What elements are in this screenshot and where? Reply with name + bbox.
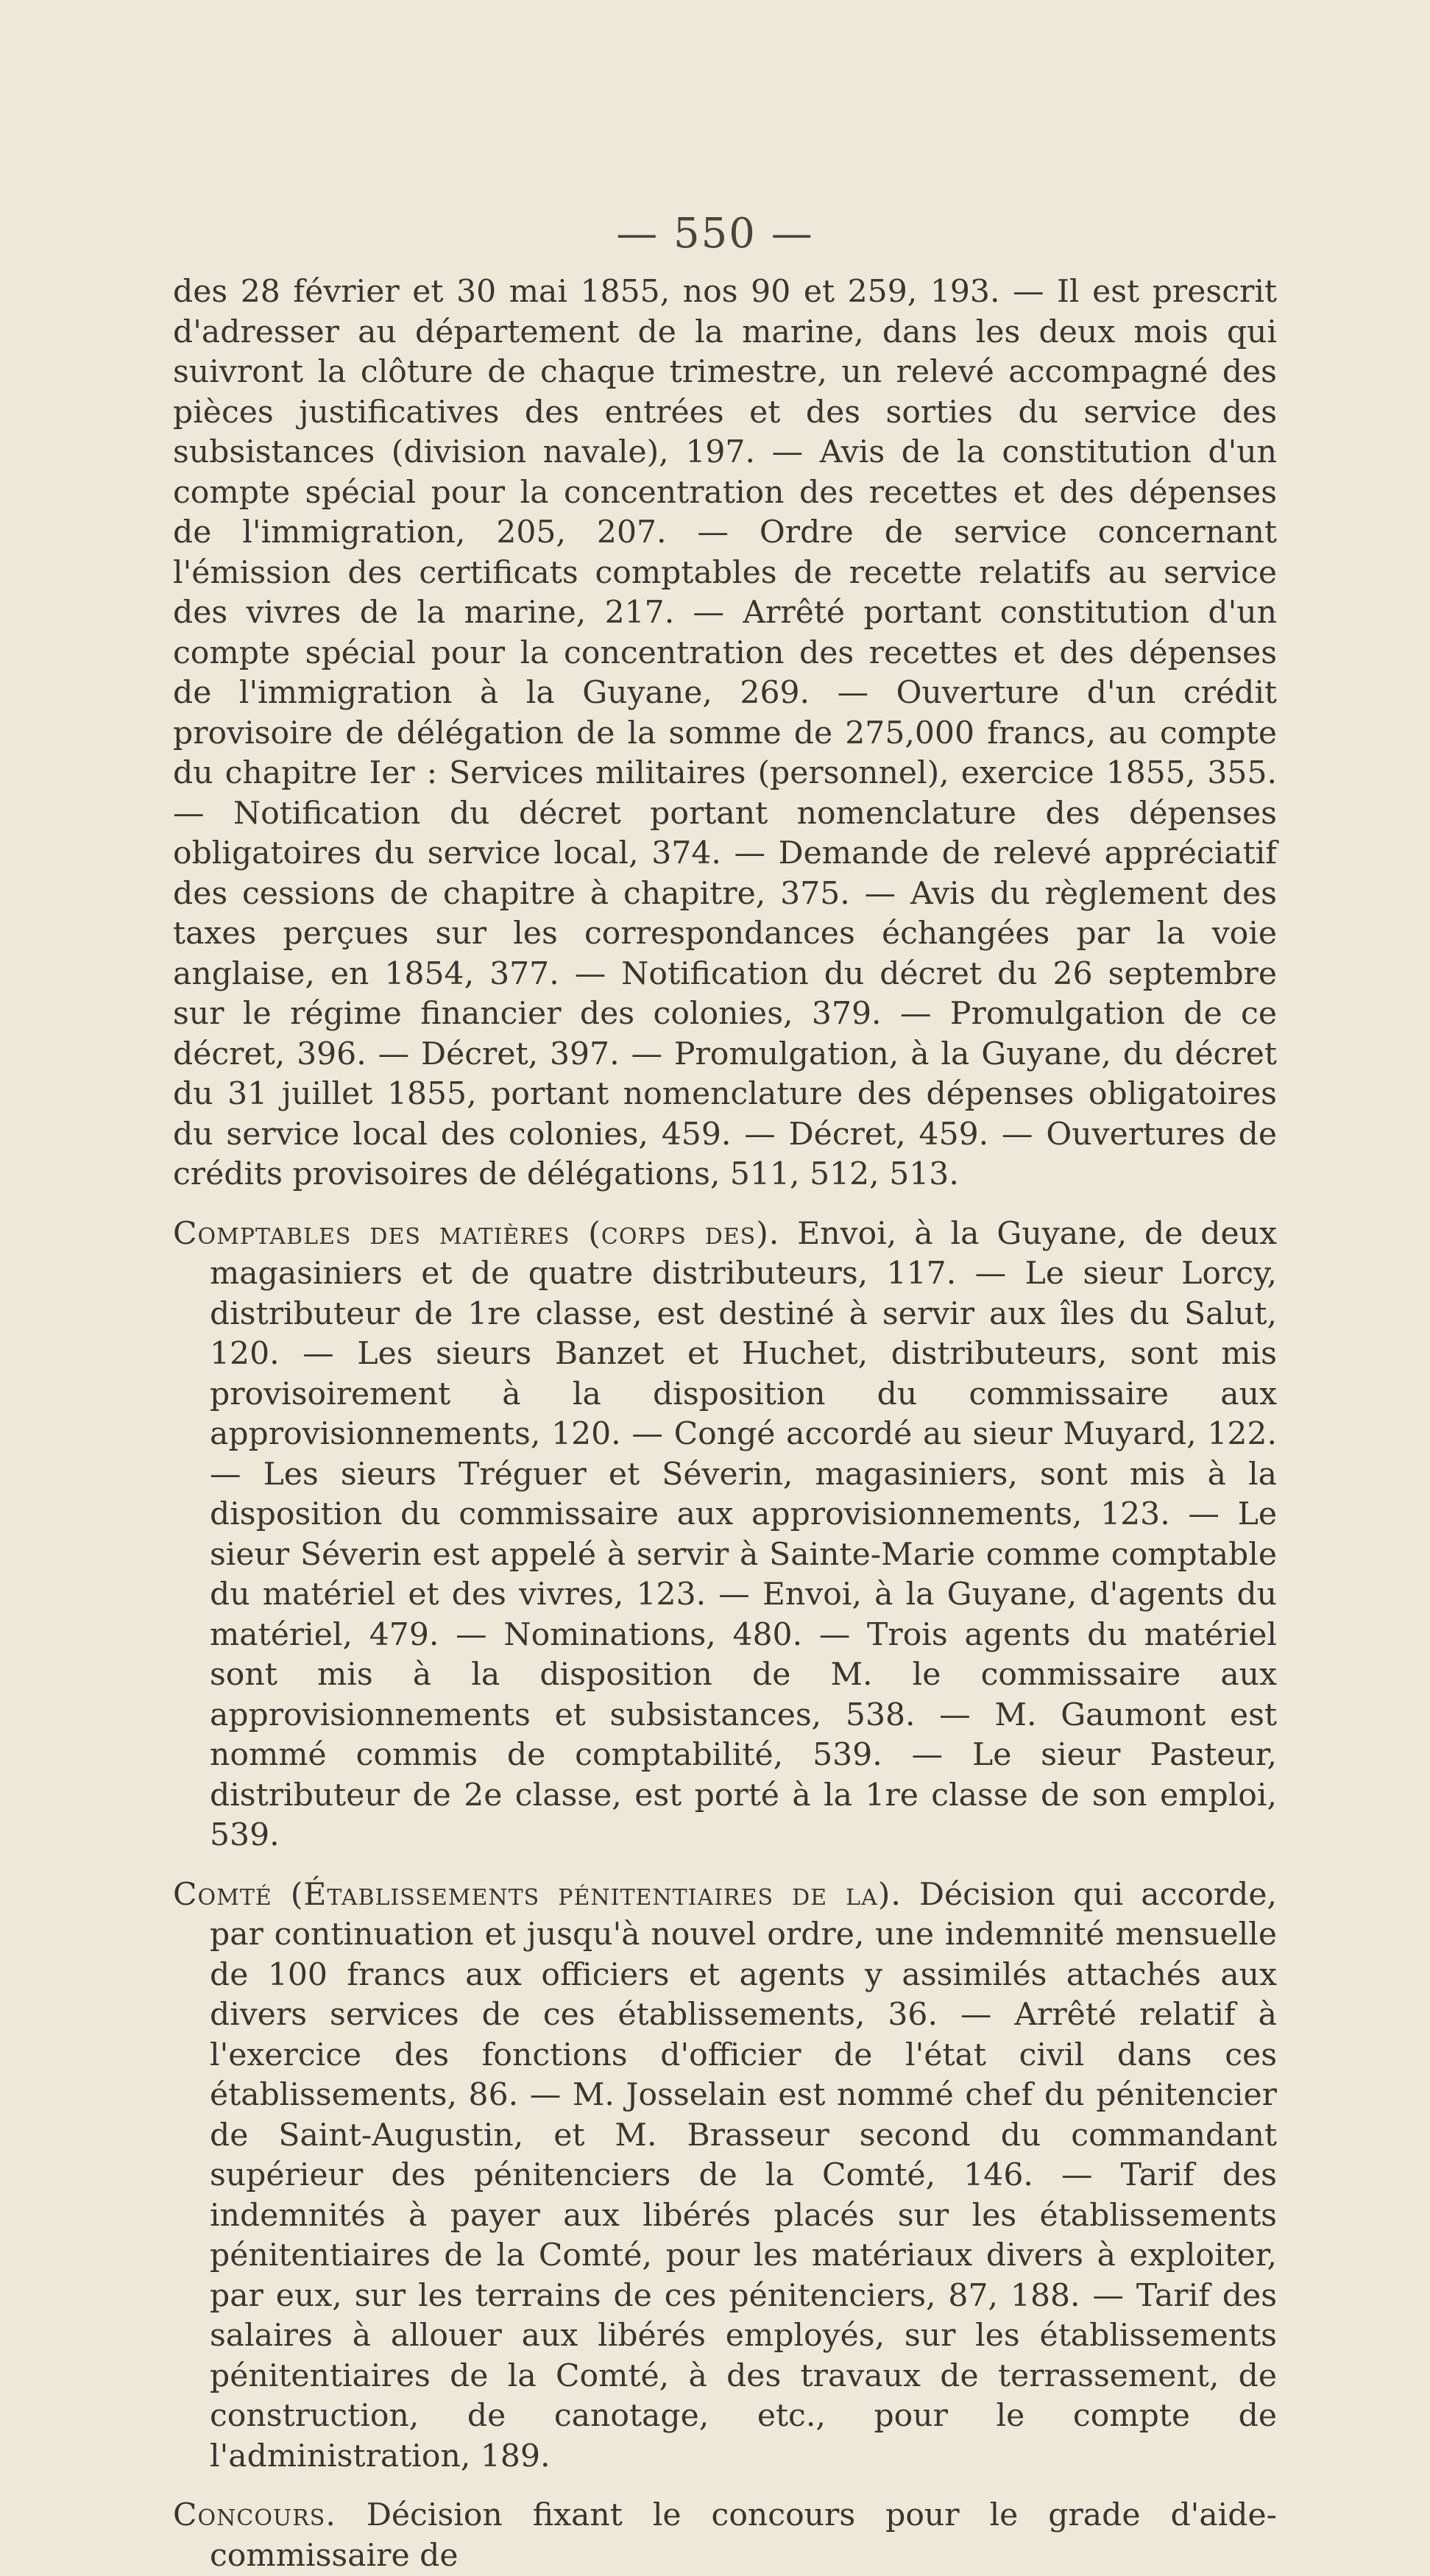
index-entry: [173, 2496, 1277, 2576]
index-entry: [173, 272, 1277, 1195]
entry-heading: Concours.: [173, 2497, 336, 2533]
index-entry: [173, 1214, 1277, 1856]
entry-text: Décision fixant le concours pour le grade d'aide-commissaire de: [210, 2497, 1277, 2574]
page-number: — 550 —: [616, 210, 814, 258]
entry-text: des 28 février et 30 mai 1855, nos 90 et 259, 193. — Il est prescrit d'adresser au département de la marine, dans les deux mois qui suivront la clôture de chaque trimestre, un relevé accompagné des pièces justificatives des entrées et des sorties du service des subsistances (division navale), 197. — Avis de la constitution d'un compte spécial pour la concentration des recettes et des dépenses de l'immigration, 205, 207. — Ordre de service concernant l'émission des certificats comptables de recette relatifs au service des vivres de la marine, 217. — Arrêté portant constitution d'un compte spécial pour la concentration des recettes et des dépenses de l'immigration à la Guyane, 269. — Ouverture d'un crédit provisoire de délégation de la somme de 275,000 francs, au compte du chapitre Ier : Services militaires (personnel), exercice 1855, 355. — Notification du décret portant nomenclature des dépenses obligatoires du service local, 374. — Demande de relevé appréciatif des cessions de chapitre à chapitre, 375. — Avis du règlement des taxes perçues sur les correspondances échangées par la voie anglaise, en 1854, 377. — Notification du décret du 26 septembre sur le régime financier des colonies, 379. — Promulgation de ce décret, 396. — Décret, 397. — Promulgation, à la Guyane, du décret du 31 juillet 1855, portant nomenclature des dépenses obligatoires du service local des colonies, 459. — Décret, 459. — Ouvertures de crédits provisoires de délégations, 511, 512, 513.: [173, 274, 1277, 1192]
entry-text: Décision qui accorde, par continuation et jusqu'à nouvel ordre, une indemnité mensuelle de 100 francs aux officiers et agents y assimilés attachés aux divers services de ces établissements, 36. — Arrêté relatif à l'exercice des fonctions d'officier de l'état civil dans ces établissements, 86. — M. Josselain est nommé chef du pénitencier de Saint-Augustin, et M. Brasseur second du commandant supérieur des pénitenciers de la Comté, 146. — Tarif des indemnités à payer aux libérés placés sur les établissements pénitentiaires de la Comté, pour les matériaux divers à exploiter, par eux, sur les terrains de ces pénitenciers, 87, 188. — Tarif des salaires à allouer aux libérés employés, sur les établissements pénitentiaires de la Comté, à des travaux de terrassement, de construction, de canotage, etc., pour le compte de l'administration, 189.: [210, 1876, 1277, 2474]
index-text: [173, 272, 1277, 2576]
entry-text: Envoi, à la Guyane, de deux magasiniers et de quatre distributeurs, 117. — Le sieur Lorcy, distributeur de 1re classe, est destiné à servir aux îles du Salut, 120. — Les sieurs Banzet et Huchet, distributeurs, sont mis provisoirement à la disposition du commissaire aux approvisionnements, 120. — Congé accordé au sieur Muyard, 122. — Les sieurs Tréguer et Séverin, magasiniers, sont mis à la disposition du commissaire aux approvisionnements, 123. — Le sieur Séverin est appelé à servir à Sainte-Marie comme comptable du matériel et des vivres, 123. — Envoi, à la Guyane, d'agents du matériel, 479. — Nominations, 480. — Trois agents du matériel sont mis à la disposition de M. le commissaire aux approvisionnements et subsistances, 538. — M. Gaumont est nommé commis de comptabilité, 539. — Le sieur Pasteur, distributeur de 2e classe, est porté à la 1re classe de son emploi, 539.: [210, 1215, 1277, 1853]
entry-heading: Comptables des matières (corps des).: [173, 1215, 780, 1252]
index-entry: [173, 1875, 1277, 2477]
entry-heading: Comté (Établissements pénitentiaires de la).: [173, 1876, 902, 1913]
